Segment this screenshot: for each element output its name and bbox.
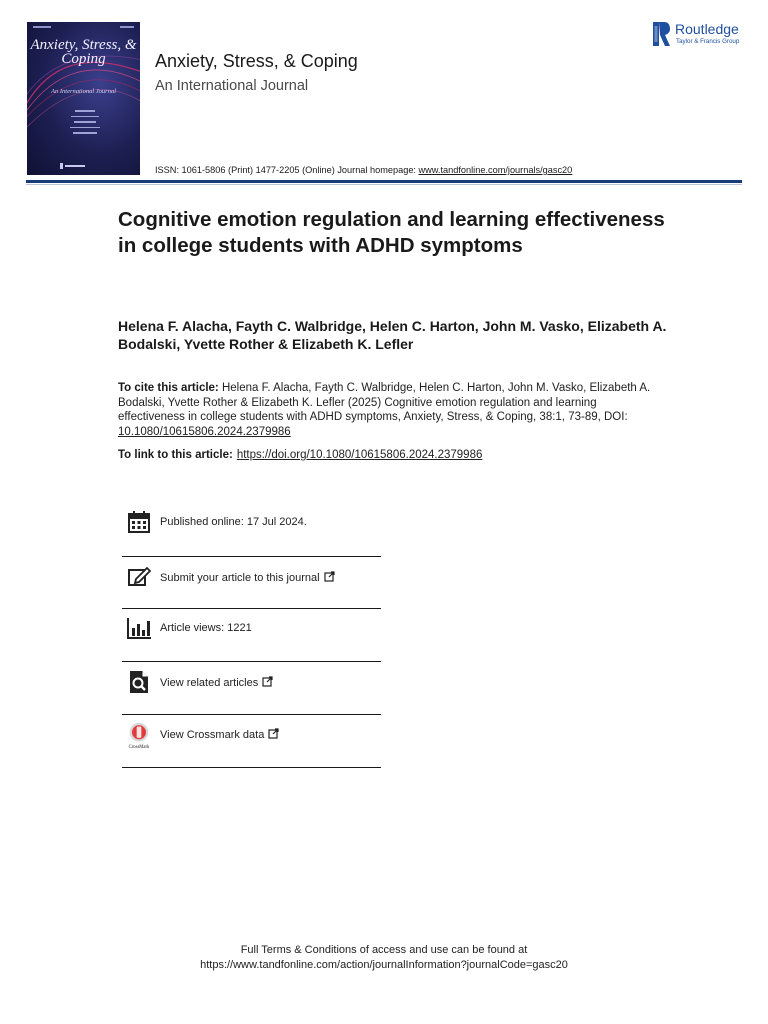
related-articles-link[interactable] [160,676,273,689]
external-link-icon [268,728,279,739]
search-document-icon [127,670,151,694]
journal-cover-image [27,22,140,175]
bar-chart-icon [127,616,151,640]
terms-footer-url[interactable]: https://www.tandfonline.com/action/journalInformation?journalCode=gasc20 [200,959,568,971]
issn-text: ISSN: 1061-5806 (Print) 1477-2205 (Online) Journal homepage: [155,165,419,175]
citation-label: To cite this article: [118,382,219,394]
article-authors: Helena F. Alacha, Fayth C. Walbridge, Helen C. Harton, John M. Vasko, Elizabeth A. Bodalski, Yvette Rother & Elizabeth K. Lefler [118,318,667,352]
cover-editors-block [63,106,107,134]
header-divider [26,180,742,183]
terms-footer-line1: Full Terms & Conditions of access and use can be found at [240,944,528,956]
external-link-icon [262,676,273,687]
published-online-row [122,498,381,550]
citation-doi-link[interactable]: 10.1080/10615806.2024.2379986 [118,426,291,439]
submit-article-row[interactable] [122,553,381,605]
cover-subtitle: An International Journal [51,88,116,95]
header-divider-secondary [26,184,742,185]
calendar-icon [127,510,151,534]
article-link-label: To link to this article: [118,449,233,461]
crossmark-link[interactable] [160,728,279,741]
article-title: Cognitive emotion regulation and learning effectiveness in college students with ADHD symptoms [118,208,665,257]
external-link-icon [324,571,335,582]
article-views-text: Article views: 1221 [160,622,252,634]
terms-footer [0,943,768,973]
related-articles-row[interactable] [122,658,381,710]
crossmark-label: View Crossmark data [160,729,265,741]
cover-top-rule [33,26,134,34]
citation-text: Helena F. Alacha, Fayth C. Walbridge, Helen C. Harton, John M. Vasko, Elizabeth A. Bodalski, Yvette Rother & Elizabeth K. Lefler (2025) Cognitive emotion regulation and learning effectiveness in college students with ADHD symptoms, Anxiety, Stress, & Coping, 38:1, 73-89, DOI: [118,382,651,424]
publisher-name: Routledge [675,21,739,37]
citation-block [118,381,658,440]
cover-publisher-logo [60,162,86,170]
article-link-line [118,449,482,461]
journal-subtitle: An International Journal [155,78,309,94]
published-online-text: Published online: 17 Jul 2024. [160,516,307,528]
journal-homepage-link[interactable]: www.tandfonline.com/journals/gasc20 [418,165,573,175]
article-doi-url[interactable]: https://doi.org/10.1080/10615806.2024.2379986 [236,449,483,461]
crossmark-caption: CrossMark [128,745,150,750]
edit-icon [127,565,151,589]
related-articles-label: View related articles [160,677,259,689]
issn-line [155,165,572,175]
article-views-row [122,604,381,656]
cover-title: Anxiety, Stress, & Coping [30,37,137,67]
row-divider [122,767,381,768]
submit-article-label: Submit your article to this journal [160,572,320,584]
routledge-logo-icon [653,20,671,48]
crossmark-row[interactable] [122,710,381,762]
crossmark-icon [127,722,151,750]
submit-article-link[interactable] [160,571,335,584]
journal-title: Anxiety, Stress, & Coping [155,51,358,71]
publisher-group: Taylor & Francis Group [676,38,740,45]
